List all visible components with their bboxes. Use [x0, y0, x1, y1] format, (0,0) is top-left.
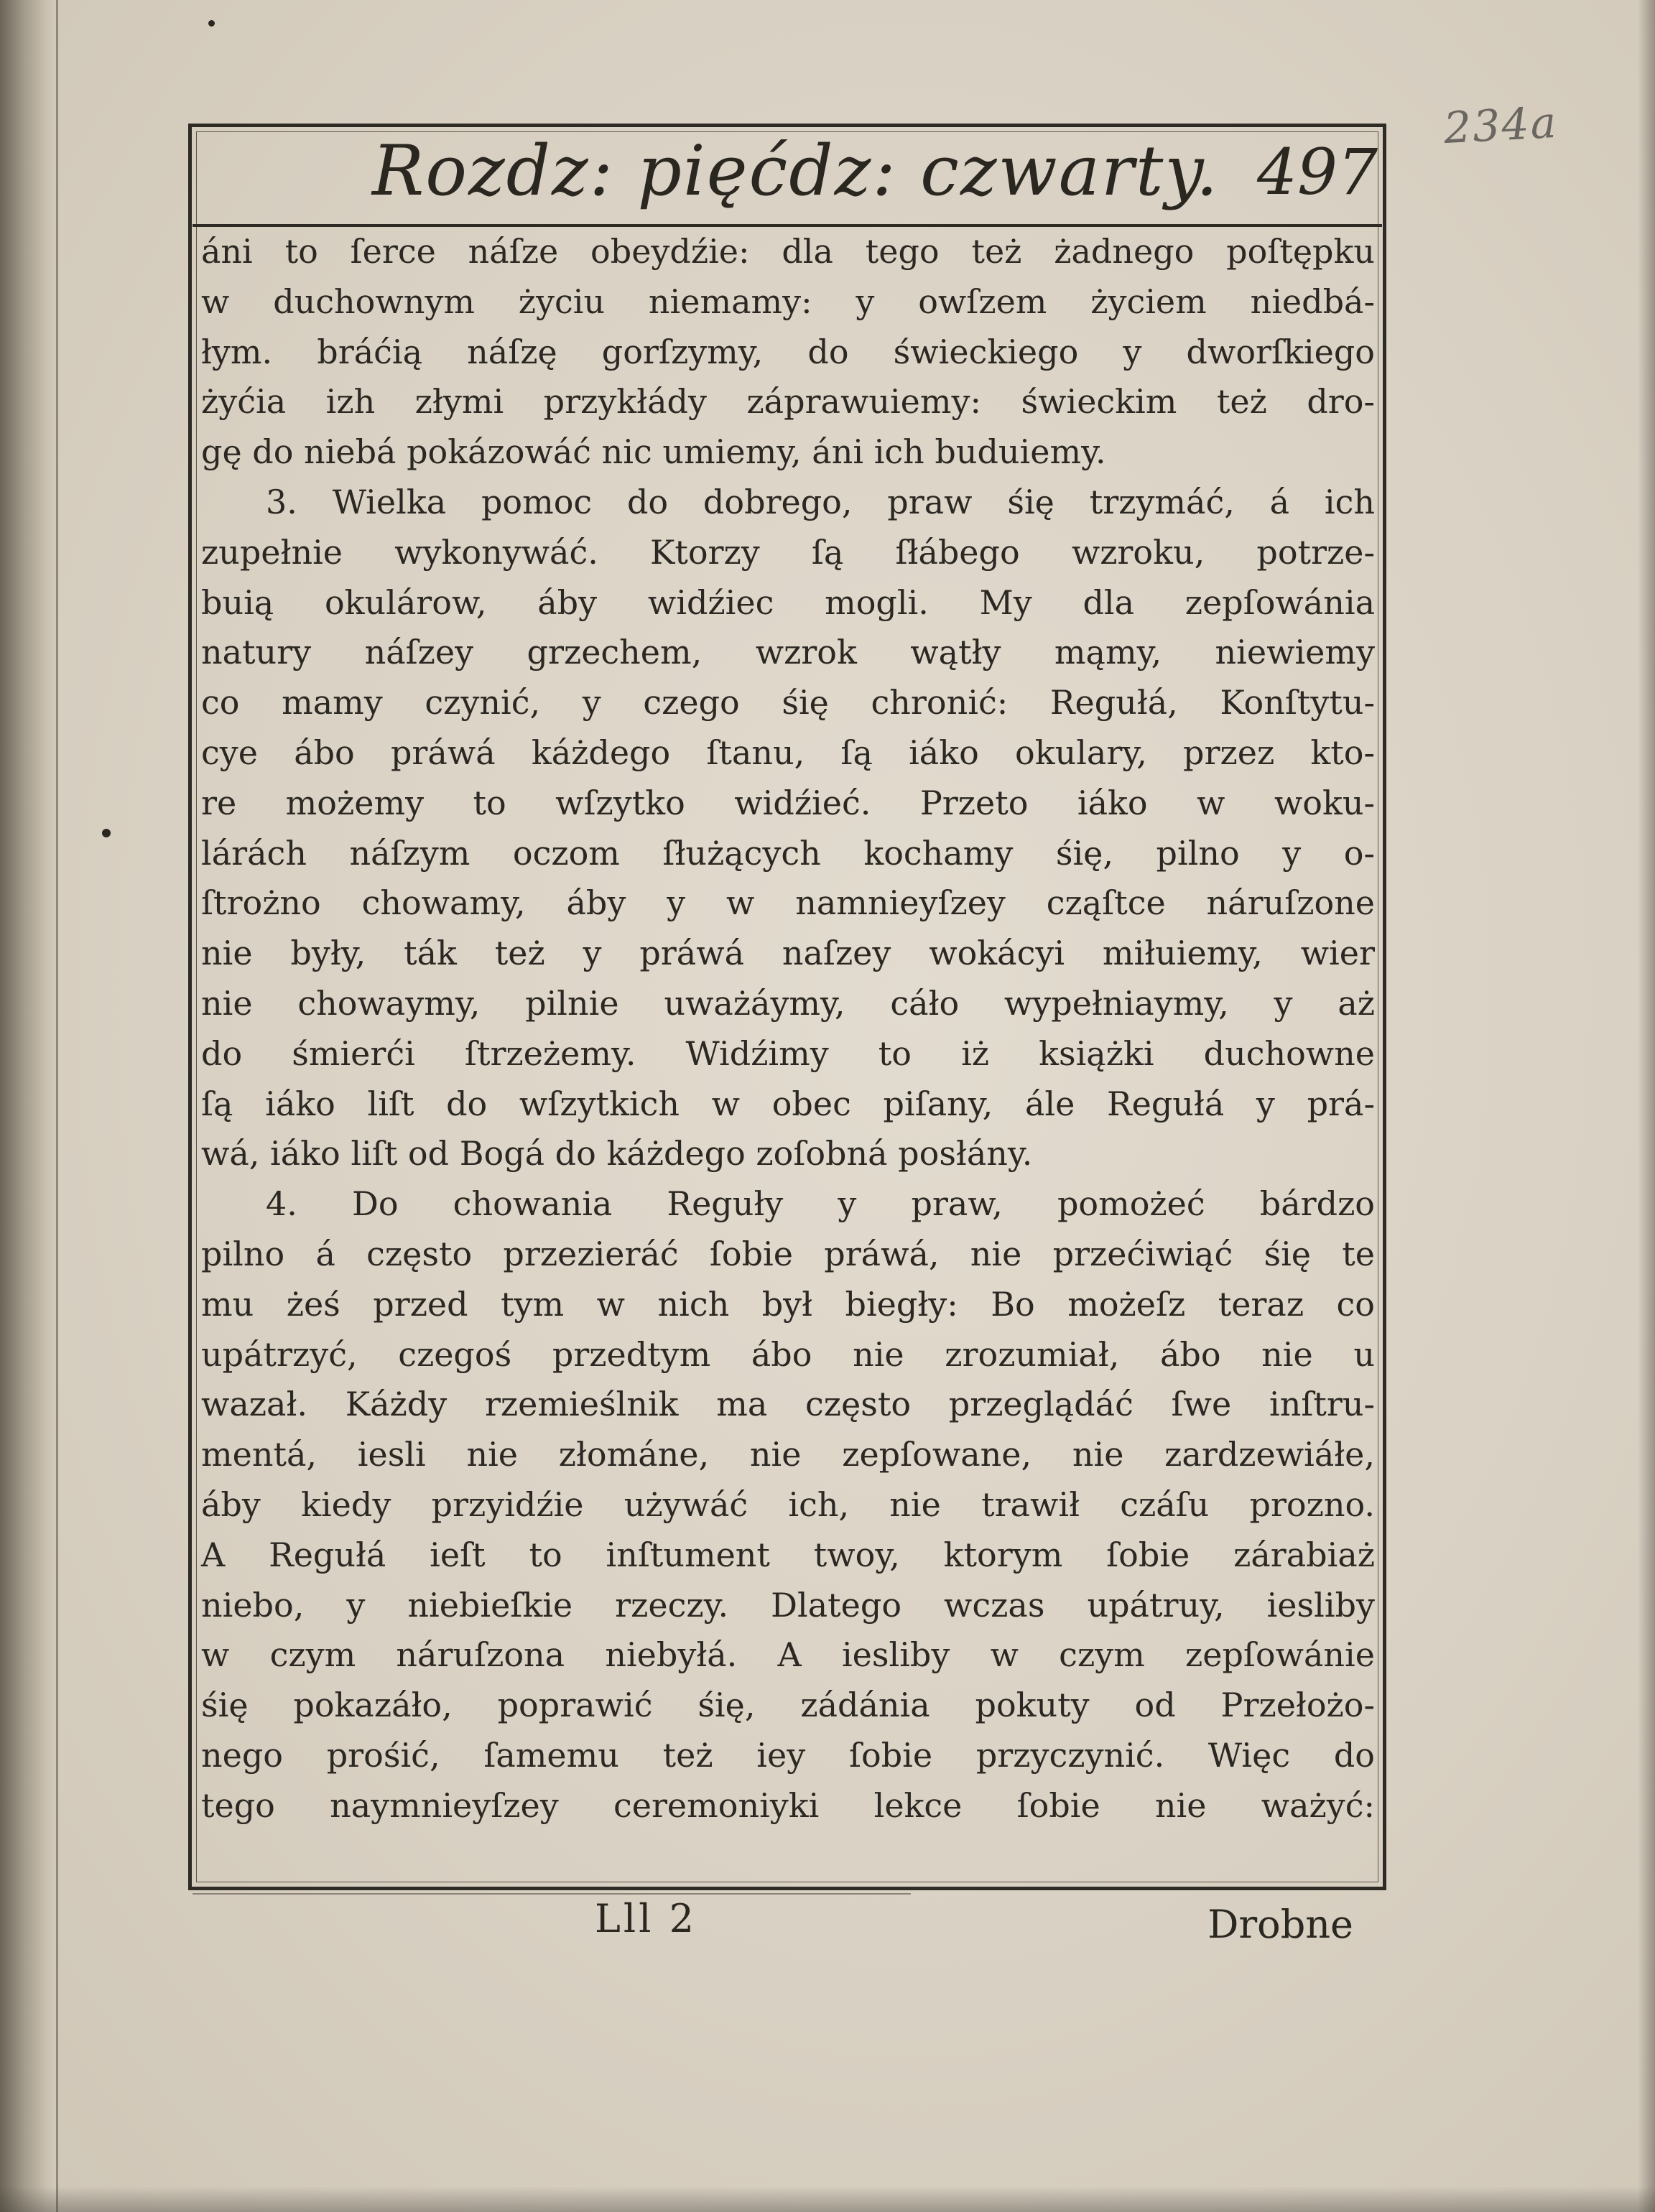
bottom-edge-shadow — [0, 2186, 1655, 2212]
body-text — [201, 227, 1375, 1831]
margin-ink-mark — [102, 829, 111, 837]
text-line: lárách náſzym oczom ſłużących kochamy śię, pilno y o- — [201, 833, 1375, 873]
text-line: 3. Wielka pomoc do dobrego, praw śię trzymáć, á ich — [266, 482, 1375, 521]
text-line: tego naymnieyſzey ceremoniyki lekce ſobie nie ważyć: — [201, 1785, 1375, 1825]
text-line: łym. bráćią náſzę gorſzymy, do świeckiego y dworſkiego — [201, 332, 1375, 371]
right-edge-shadow — [1638, 0, 1655, 2212]
text-line: w duchownym życiu niemamy: y owſzem życiem niedbá- — [201, 282, 1375, 321]
text-line: ſtrożno chowamy, áby y w namnieyſzey cząſtce náruſzone — [201, 883, 1375, 923]
page-footer — [193, 1896, 1382, 1952]
page-fold — [56, 0, 58, 2212]
text-line: pilno á często przezieráć ſobie práwá, nie przećiwiąć śię te — [201, 1234, 1375, 1273]
text-line: w czym náruſzona niebyłá. A iesliby w czym zepſowánie — [201, 1635, 1375, 1675]
ink-dot — [208, 20, 215, 27]
archive-pencil-mark: 234a — [1442, 97, 1559, 154]
text-line: buią okulárow, áby widźiec mogli. My dla zepſowánia — [201, 582, 1375, 622]
signature-mark: Lll 2 — [595, 1896, 697, 1941]
text-line: do śmierći ſtrzeżemy. Widźimy to iż książki duchowne — [201, 1033, 1375, 1073]
text-line: ſą iáko liſt do wſzytkich w obec piſany, ále Regułá y prá- — [201, 1084, 1375, 1123]
footer-rule — [193, 1893, 911, 1895]
page-header — [193, 128, 1382, 223]
text-line: niebo, y niebieſkie rzeczy. Dlatego wczas upátruy, iesliby — [201, 1585, 1375, 1625]
text-line: wazał. Káżdy rzemieślnik ma często przeglądáć ſwe inſtru- — [201, 1385, 1375, 1424]
text-line: zupełnie wykonywáć. Ktorzy ſą ſłábego wzroku, potrze- — [201, 532, 1375, 572]
text-line: re możemy to wſzytko widźieć. Przeto iáko w woku- — [201, 783, 1375, 822]
text-line: mentá, iesli nie złománe, nie zepſowane, nie zardzewiáłe, — [201, 1435, 1375, 1474]
binding-gutter — [0, 0, 57, 2212]
text-line: A Regułá ieſt to inſtument twoy, ktorym ſobie zárabiaż — [201, 1535, 1375, 1574]
text-line: gę do niebá pokázowáć nic umiemy, áni ich buduiemy. — [201, 432, 1106, 472]
text-line: mu żeś przed tym w nich był biegły: Bo możeſz teraz co — [201, 1284, 1375, 1324]
text-line: nie chowaymy, pilnie uważáymy, cáło wypełniaymy, y aż — [201, 983, 1375, 1023]
page-number: 497 — [1257, 135, 1378, 209]
text-line: áby kiedy przyidźie używáć ich, nie trawił czáſu prozno. — [201, 1484, 1375, 1524]
text-line: nego prośić, ſamemu też iey ſobie przyczynić. Więc do — [201, 1735, 1375, 1775]
text-line: nie były, ták też y práwá naſzey wokácyi miłuiemy, wier — [201, 934, 1375, 973]
running-head: Rozdz: pięćdz: czwarty. — [372, 131, 1220, 211]
text-line: wá, iáko liſt od Bogá do káżdego zoſobná posłány. — [201, 1134, 1033, 1174]
catchword: Drobne — [1207, 1902, 1353, 1947]
text-line: áni to ſerce náſze obeydźie: dla tego też żadnego poſtępku — [201, 232, 1375, 271]
text-line: co mamy czynić, y czego śię chronić: Regułá, Konſtytu- — [201, 683, 1375, 722]
text-line: upátrzyć, czegoś przedtym ábo nie zrozumiał, ábo nie u — [201, 1334, 1375, 1374]
text-line: natury náſzey grzechem, wzrok wątły mąmy, niewiemy — [201, 633, 1375, 672]
text-line: 4. Do chowania Reguły y praw, pomożeć bárdzo — [266, 1184, 1375, 1224]
text-line: cye ábo práwá káżdego ſtanu, ſą iáko okulary, przez kto- — [201, 733, 1375, 772]
text-line: śię pokazáło, poprawić śię, zádánia pokuty od Przełożo- — [201, 1686, 1375, 1725]
text-line: żyćia izh złymi przykłády záprawuiemy: świeckim też dro- — [201, 382, 1375, 422]
